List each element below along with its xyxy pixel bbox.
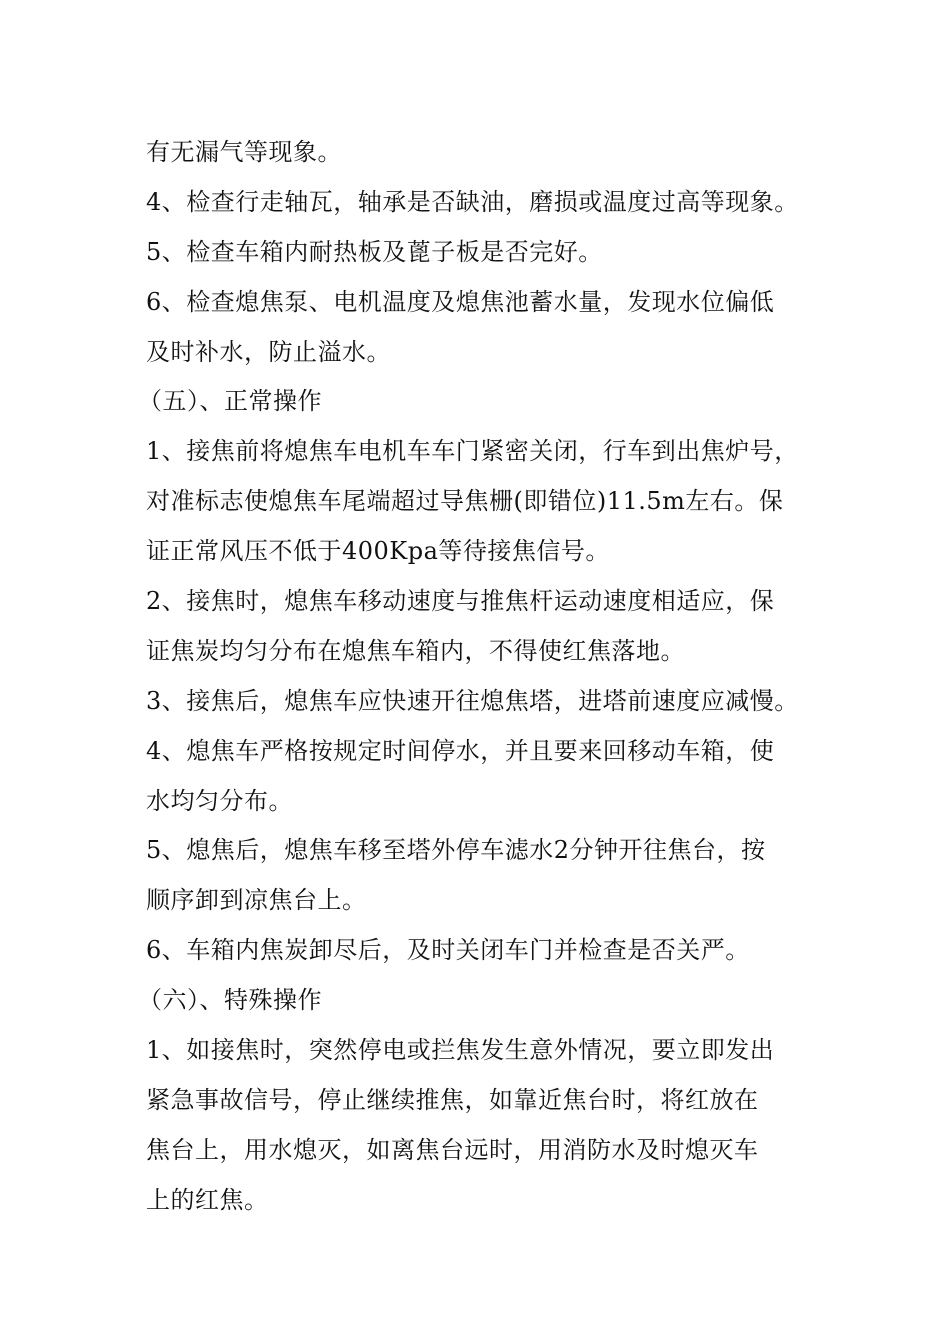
paragraph-line: 1、接焦前将熄焦车电机车车门紧密关闭，行车到出焦炉号，	[146, 437, 799, 466]
paragraph-line: 4、熄焦车严格按规定时间停水，并且要来回移动车箱，使	[146, 736, 775, 765]
paragraph-line: 对准标志使熄焦车尾端超过导焦栅(即错位)11.5m左右。保	[146, 487, 784, 516]
paragraph-line: 3、接焦后，熄焦车应快速开往熄焦塔，进塔前速度应减慢。	[146, 686, 799, 715]
paragraph-line: 紧急事故信号，停止继续推焦，如靠近焦台时，将红放在	[146, 1085, 759, 1114]
paragraph-line: 5、熄焦后，熄焦车移至塔外停车滤水2分钟开往焦台，按	[146, 836, 766, 865]
paragraph-line: 6、车箱内焦炭卸尽后，及时关闭车门并检查是否关严。	[146, 936, 750, 965]
section-heading: （五）、正常操作	[138, 387, 322, 416]
paragraph-line: 5、检查车箱内耐热板及蓖子板是否完好。	[146, 237, 603, 266]
paragraph-line: 水均匀分布。	[146, 786, 293, 815]
body-text	[138, 128, 816, 1226]
paragraph-line: 4、检查行走轴瓦，轴承是否缺油，磨损或温度过高等现象。	[146, 187, 799, 216]
paragraph-line: 证焦炭均匀分布在熄焦车箱内，不得使红焦落地。	[146, 636, 685, 665]
paragraph-line: 证正常风压不低于400Kpa等待接焦信号。	[146, 537, 610, 566]
paragraph-line: 上的红焦。	[146, 1185, 269, 1214]
paragraph-line: 有无漏气等现象。	[146, 138, 342, 166]
paragraph-line: 焦台上，用水熄灭，如离焦台远时，用消防水及时熄灭车	[146, 1135, 759, 1164]
paragraph-line: 6、检查熄焦泵、电机温度及熄焦池蓄水量，发现水位偏低	[146, 287, 775, 316]
paragraph-line: 2、接焦时，熄焦车移动速度与推焦杆运动速度相适应，保	[146, 587, 775, 616]
paragraph-line: 1、如接焦时，突然停电或拦焦发生意外情况，要立即发出	[146, 1036, 775, 1065]
paragraph-line: 及时补水，防止溢水。	[146, 337, 391, 366]
paragraph-line: 顺序卸到凉焦台上。	[146, 886, 367, 915]
section-heading: （六）、特殊操作	[138, 986, 322, 1015]
